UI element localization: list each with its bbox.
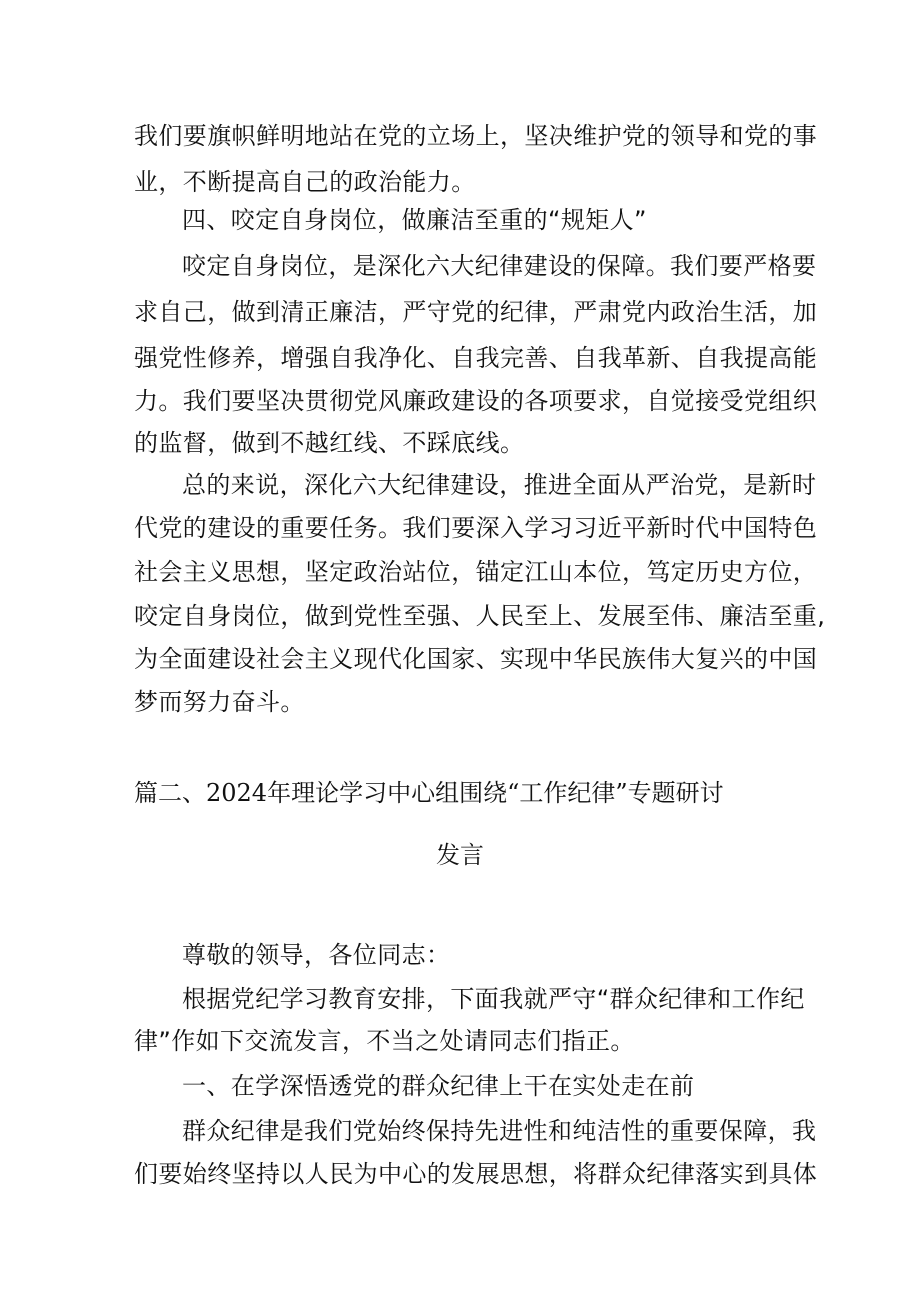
salutation: 尊敬的领导，各位同志： [182, 941, 451, 969]
paragraph-line: 社会主义思想，坚定政治站位，锚定江山本位，笃定历史方位， [134, 558, 818, 586]
paragraph-line: 们要始终坚持以人民为中心的发展思想，将群众纪律落实到具体 [134, 1160, 818, 1188]
paragraph-line: 根据党纪学习教育安排，下面我就严守“群众纪律和工作纪 [182, 985, 805, 1013]
paragraph-line: 我们要旗帜鲜明地站在党的立场上，坚决维护党的领导和党的事 [134, 122, 818, 150]
paragraph-line: 力。我们要坚决贯彻党风廉政建设的各项要求，自觉接受党组织 [134, 387, 818, 415]
section-heading: 一、在学深悟透党的群众纪律上干在实处走在前 [182, 1072, 695, 1100]
paragraph-line: 业，不断提高自己的政治能力。 [134, 168, 476, 196]
paragraph-line: 代党的建设的重要任务。我们要深入学习习近平新时代中国特色 [134, 514, 818, 542]
article-title: 篇二、2024年理论学习中心组围绕“工作纪律”专题研讨 [134, 779, 724, 807]
paragraph-line: 总的来说，深化六大纪律建设，推进全面从严治党，是新时 [182, 471, 817, 499]
paragraph-line: 梦而努力奋斗。 [134, 688, 305, 716]
paragraph-line: 咬定自身岗位，做到党性至强、人民至上、发展至伟、廉洁至重, [134, 602, 826, 630]
section-heading: 四、咬定自身岗位，做廉洁至重的“规矩人” [182, 206, 647, 234]
paragraph-line: 的监督，做到不越红线、不踩底线。 [134, 429, 525, 457]
paragraph-line: 求自己，做到清正廉洁，严守党的纪律，严肃党内政治生活，加 [134, 298, 818, 326]
paragraph-line: 强党性修养，增强自我净化、自我完善、自我革新、自我提高能 [134, 344, 818, 372]
paragraph-line: 群众纪律是我们党始终保持先进性和纯洁性的重要保障，我 [182, 1117, 817, 1145]
article-title-continuation: 发言 [436, 841, 484, 869]
paragraph-line: 咬定自身岗位，是深化六大纪律建设的保障。我们要严格要 [182, 252, 817, 280]
paragraph-line: 律”作如下交流发言，不当之处请同志们指正。 [134, 1027, 635, 1055]
paragraph-line: 为全面建设社会主义现代化国家、实现中华民族伟大复兴的中国 [134, 645, 818, 673]
